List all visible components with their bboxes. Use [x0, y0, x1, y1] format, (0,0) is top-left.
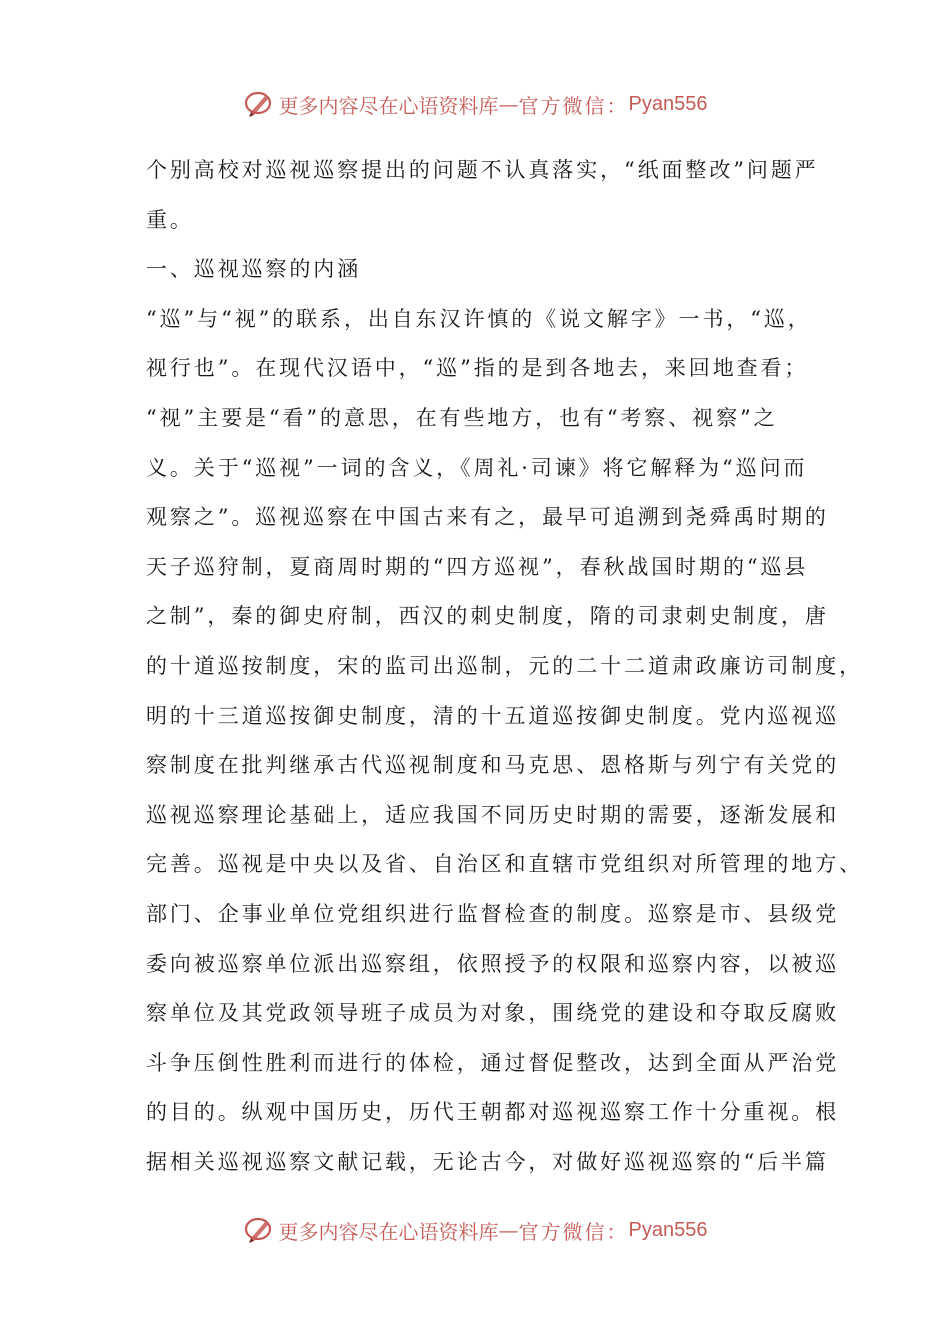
- banner-brand: 更多内容尽在心语资料库: [278, 1219, 499, 1244]
- pen-logo-icon: [243, 88, 275, 120]
- text-line: 重。: [146, 207, 194, 232]
- footer-banner: [0, 1210, 950, 1250]
- text-line: 义。关于“巡视”一词的含义，《周礼·司谏》将它解释为“巡问而: [146, 455, 808, 480]
- banner-wechat-id: Pyan556: [628, 92, 708, 115]
- banner-label: 官方微信：: [518, 93, 629, 118]
- text-line: 斗争压倒性胜利而进行的体检，通过督促整改，达到全面从严治党: [146, 1050, 840, 1075]
- text-line: 之制”，秦的御史府制，西汉的刺史制度，隋的司隶刺史制度，唐: [146, 604, 829, 629]
- banner-wechat-id: Pyan556: [628, 1218, 708, 1241]
- text-line: “巡”与“视”的联系，出自东汉许慎的《说文解字》一书，“巡，: [146, 306, 812, 331]
- text-line: 的目的。纵观中国历史，历代王朝都对巡视巡察工作十分重视。根: [146, 1100, 840, 1125]
- text-line: 观察之”。巡视巡察在中国古来有之，最早可追溯到尧舜禹时期的: [146, 505, 829, 530]
- text-line: 明的十三道巡按御史制度，清的十五道巡按御史制度。党内巡视巡: [146, 703, 840, 728]
- header-banner: [0, 84, 950, 124]
- banner-brand: 更多内容尽在心语资料库: [278, 93, 499, 118]
- text-line: 察制度在批判继承古代巡视制度和马克思、恩格斯与列宁有关党的: [146, 753, 840, 778]
- text-line: 个别高校对巡视巡察提出的问题不认真落实，“纸面整改”问题严: [146, 158, 819, 182]
- text-line: 巡视巡察理论基础上，适应我国不同历史时期的需要，逐渐发展和: [146, 802, 840, 827]
- text-line: 视行也”。在现代汉语中，“巡”指的是到各地去，来回地查看；: [146, 356, 809, 381]
- text-line: 察单位及其党政领导班子成员为对象，围绕党的建设和夺取反腐败: [146, 1001, 840, 1026]
- banner-separator: —: [498, 92, 519, 116]
- pen-logo-icon: [243, 1214, 275, 1246]
- text-line: “视”主要是“看”的意思，在有些地方，也有“考察、视察”之: [146, 405, 778, 430]
- text-line: 天子巡狩制，夏商周时期的“四方巡视”，春秋战国时期的“巡县: [146, 554, 809, 579]
- text-line: 据相关巡视巡察文献记载，无论古今，对做好巡视巡察的“后半篇: [146, 1149, 829, 1174]
- text-line: 的十道巡按制度，宋的监司出巡制，元的二十二道肃政廉访司制度，: [146, 653, 863, 678]
- text-line: 委向被巡察单位派出巡察组，依照授予的权限和巡察内容，以被巡: [146, 951, 840, 976]
- text-line: 部门、企事业单位党组织进行监督检查的制度。巡察是市、县级党: [146, 901, 840, 926]
- text-line: 完善。巡视是中央以及省、自治区和直辖市党组织对所管理的地方、: [146, 852, 863, 877]
- banner-separator: —: [498, 1218, 519, 1242]
- section-heading: 一、巡视巡察的内涵: [146, 257, 362, 282]
- banner-label: 官方微信：: [518, 1219, 629, 1244]
- document-body: [146, 146, 863, 1187]
